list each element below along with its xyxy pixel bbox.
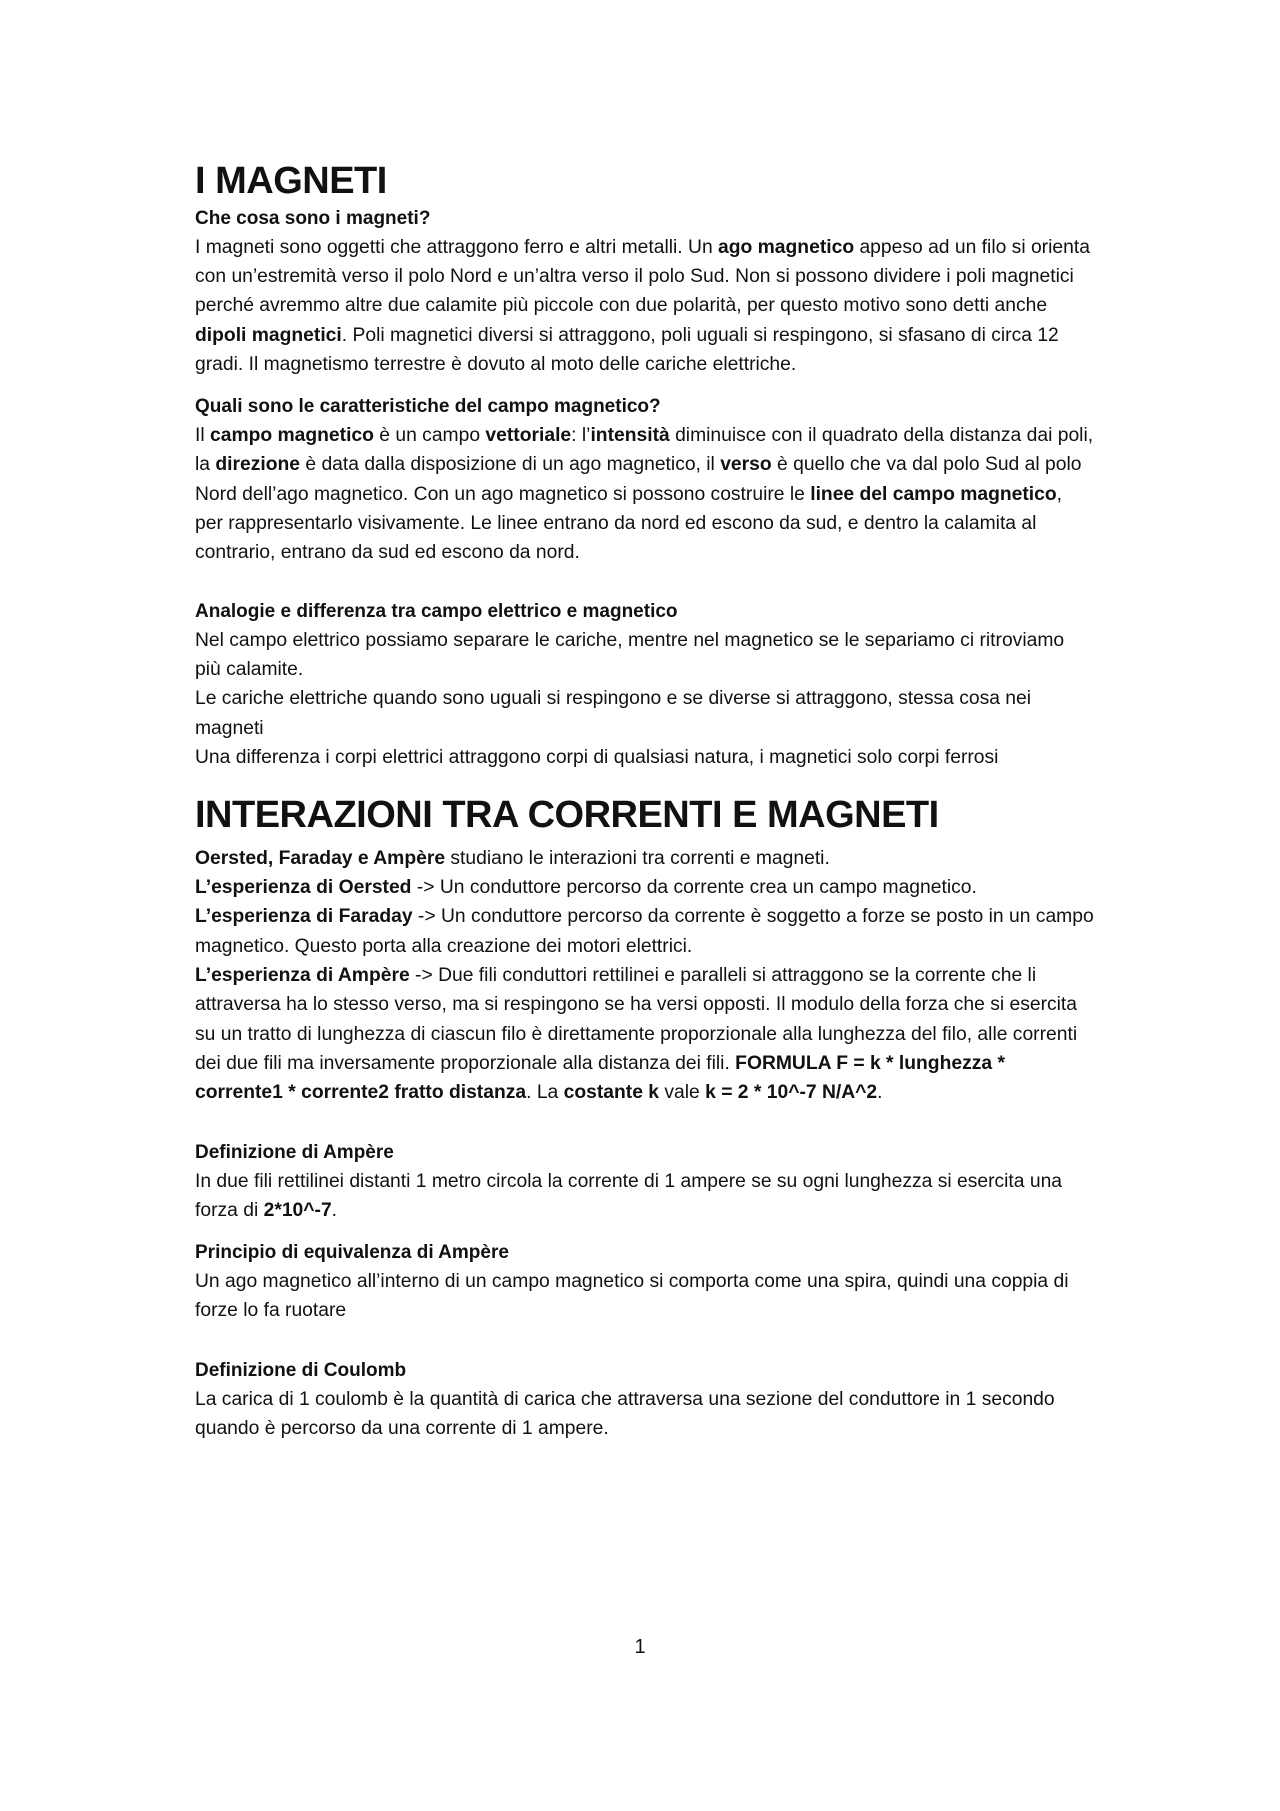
section-field-characteristics: [195, 392, 1095, 567]
faraday-paragraph: [195, 902, 1095, 961]
section-what-are-magnets: [195, 204, 1095, 379]
text-run: . Poli magnetici diversi si attraggono, poli uguali si respingono, si sfasano di circa 12 gradi. Il magnetismo terrestre è dovuto al moto delle cariche elettriche.: [195, 324, 1059, 375]
text-run: è un campo: [373, 425, 486, 447]
text-run: In due fili rettilinei distanti 1 metro circola la corrente di 1 ampere se su ogni lunghezza si esercita una forza di: [195, 1170, 1063, 1221]
subheading: Principio di equivalenza di Ampère: [195, 1242, 509, 1264]
text-run: -> Due fili conduttori rettilinei e paralleli si attraggono se la corrente che li attraversa ha lo stesso verso, ma si respingono se ha versi opposti. Il modulo della forza che si esercita su un tratto di lunghezza di ciascun filo è direttamente proporzionale alla lunghezza del filo, alle correnti dei due fili ma inversamente proporzionale alla distanza dei fili.: [195, 965, 1078, 1074]
text-run: -> Un conduttore percorso da corrente crea un campo magnetico.: [411, 877, 977, 899]
bold-term: L’esperienza di Ampère: [195, 965, 410, 987]
oersted-paragraph: [195, 873, 1095, 902]
text-run: è data dalla disposizione di un ago magnetico, il: [300, 454, 721, 476]
paragraph: Una differenza i corpi elettrici attraggono corpi di qualsiasi natura, i magnetici solo corpi ferrosi: [195, 746, 999, 768]
page-content: [195, 160, 1095, 1443]
bold-term: vettoriale: [485, 425, 572, 447]
bold-term: L’esperienza di Faraday: [195, 906, 413, 928]
bold-term: verso: [720, 454, 772, 476]
text-run: . La: [526, 1082, 564, 1104]
bold-term: FORMULA F = k * lunghezza * corrente1 * corrente2 fratto distanza: [195, 1052, 1005, 1104]
bold-term: costante k: [563, 1082, 660, 1104]
paragraph: [195, 1167, 1095, 1226]
text-run: diminuisce con il quadrato della distanza dai poli, la: [195, 425, 1094, 476]
section-equivalence-principle: [195, 1238, 1095, 1326]
text-run: , per rappresentarlo visivamente. Le linee entrano da nord ed escono da sud, e dentro la calamita al contrario, entrano da sud ed escono da nord.: [195, 483, 1063, 564]
text-run: appeso ad un filo si orienta con un’estremità verso il polo Nord e un’altra verso il polo Sud. Non si possono dividere i poli magnetici perché avremmo altre due calamite più piccole con due polarità, per questo motivo sono detti anche: [195, 236, 1090, 317]
paragraph: Nel campo elettrico possiamo separare le cariche, mentre nel magnetico se le separiamo ci ritroviamo più calamite.: [195, 629, 1065, 680]
bold-term: dipoli magnetici: [195, 324, 342, 346]
paragraph: La carica di 1 coulomb è la quantità di carica che attraversa una sezione del conduttore in 1 secondo quando è percorso da una corrente di 1 ampere.: [195, 1388, 1055, 1439]
subheading: Definizione di Ampère: [195, 1141, 394, 1163]
section-experiences: [195, 844, 1095, 1108]
bold-term: intensità: [590, 425, 670, 447]
text-run: I magneti sono oggetti che attraggono ferro e altri metalli. Un: [195, 236, 719, 258]
section-title-magneti: I MAGNETI: [195, 160, 387, 202]
section-ampere-definition: [195, 1138, 1095, 1226]
bold-term: linee del campo magnetico: [810, 483, 1057, 505]
text-run: -> Un conduttore percorso da corrente è soggetto a forze se posto in un campo magnetico. Questo porta alla creazione dei motori elettrici.: [195, 906, 1094, 957]
section-analogies: [195, 597, 1095, 772]
paragraph: Le cariche elettriche quando sono uguali si respingono e se diverse si attraggono, stessa cosa nei magneti: [195, 688, 1032, 739]
bold-term: k = 2 * 10^-7 N/A^2: [705, 1082, 878, 1104]
section-coulomb-definition: [195, 1356, 1095, 1444]
answer-paragraph: [195, 233, 1095, 379]
text-run: .: [331, 1199, 338, 1221]
bold-term: ago magnetico: [718, 236, 855, 258]
intro-paragraph: [195, 844, 1095, 873]
page-number: 1: [634, 1636, 646, 1658]
bold-term: Oersted, Faraday e Ampère: [195, 847, 446, 869]
section-title-interazioni: INTERAZIONI TRA CORRENTI E MAGNETI: [195, 794, 939, 837]
bold-term: L’esperienza di Oersted: [195, 877, 412, 899]
subheading: Definizione di Coulomb: [195, 1359, 407, 1381]
question-heading: Quali sono le caratteristiche del campo magnetico?: [195, 396, 661, 418]
text-run: studiano le interazioni tra correnti e magneti.: [445, 847, 830, 869]
question-heading: Analogie e differenza tra campo elettrico e magnetico: [195, 600, 678, 622]
bold-term: direzione: [215, 454, 301, 476]
question-heading: Che cosa sono i magneti?: [195, 207, 431, 229]
bold-term: campo magnetico: [210, 425, 374, 447]
text-run: Il: [195, 425, 210, 447]
paragraph: Un ago magnetico all’interno di un campo magnetico si comporta come una spira, quindi una coppia di forze lo fa ruotare: [195, 1271, 1069, 1322]
bold-term: 2*10^-7: [263, 1199, 332, 1221]
text-run: è quello che va dal polo Sud al polo Nord dell’ago magnetico. Con un ago magnetico si possono costruire le: [195, 454, 1082, 505]
text-run: .: [877, 1082, 883, 1104]
answer-paragraph: [195, 421, 1095, 567]
text-run: : l’: [571, 425, 591, 447]
text-run: vale: [659, 1082, 706, 1104]
ampere-paragraph: [195, 961, 1095, 1107]
